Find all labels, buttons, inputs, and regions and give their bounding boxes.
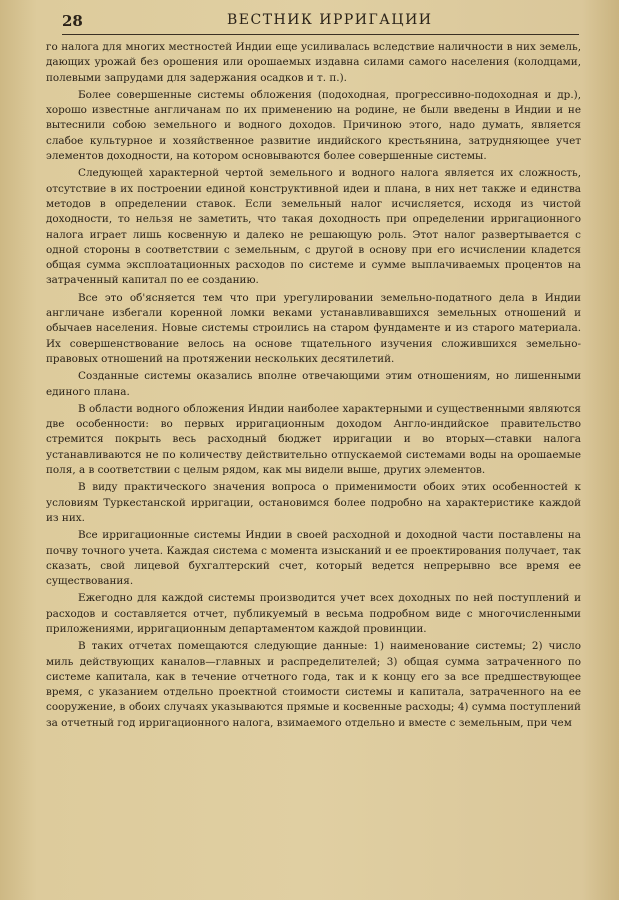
paragraph: Следующей характерной чертой земельного и водного налога является их сложность, отсутствие в их построении единой конструктивной идеи и плана, в них нет также и единства методов в определении ставок. Если земельный налог исчисляется, исходя из чистой доходности, то нельзя не заметить, что такая доходность при определении ирригационного налога играет лишь косвенную и далеко не решающую роль. Этот налог развертывается с одной стороны в соответствии с земельным, с другой в основу при его исчислении кладется общая сумма эксплоатационных расходов по системе и сумме выплачиваемых процентов на затраченный капитал по ее созданию. <box>46 167 581 287</box>
page-header <box>62 6 579 35</box>
journal-title: ВЕСТНИК ИРРИГАЦИИ <box>227 12 433 28</box>
paragraph: Созданные системы оказались вполне отвечающими этим отношениям, но лишенными единого плана. <box>46 370 581 398</box>
paragraph: В виду практического значения вопроса о применимости обоих этих особенностей к условиям Туркестанской ирригации, остановимся более подробно на характеристике каждой из них. <box>46 481 581 524</box>
article-body <box>46 40 581 733</box>
paragraph: Все ирригационные системы Индии в своей расходной и доходной части поставлены на почву точного учета. Каждая система с момента изысканий и ее проектирования получает, так сказать, свой лицевой бухгалтерский счет, который ведется непрерывно все время ее существования. <box>46 529 581 588</box>
paragraph: Ежегодно для каждой системы производится учет всех доходных по ней поступлений и расходов и составляется отчет, публикуемый в весьма подробном виде с многочисленными приложениями, ирригационным департаментом каждой провинции. <box>46 592 581 635</box>
paragraph: В области водного обложения Индии наиболее характерными и существенными являются две особенности: во первых ирригационным доходом Англо-индийское правительство стремится покрыть весь расходный бюджет ирригации и во вторых—ставки налога устанавливаются не по количеству действительно отпускаемой системами воды на орошаемые поля, а в соответствии с целым рядом, как мы видели выше, других элементов. <box>46 402 581 477</box>
paragraph: В таких отчетах помещаются следующие данные: 1) наименование системы; 2) число миль действующих каналов—главных и распределителей; 3) общая сумма затраченного по системе капитала, как в течение отчетного года, так и к концу его за все предшествующее время, с указанием отдельно проектной стоимости системы и капитала, затраченного на ее сооружение, в обоих случаях указываются прямые и косвенные расходы; 4) сумма поступлений за отчетный год ирригационного налога, взимаемого отдельно и вместе с земельным, при чем <box>46 640 581 729</box>
paragraph: Все это об'ясняется тем что при урегулировании земельно-податного дела в Индии англичане избегали коренной ломки веками устанавливавшихся земельных отношений и обычаев населения. Новые системы строились на старом фундаменте и из старого материала. Их совершенствование велось на основе тщательного изучения сложившихся земельно-правовых отношений на протяжении нескольких десятилетий. <box>46 291 581 365</box>
paragraph: го налога для многих местностей Индии еще усиливалась вследствие наличности в них земель, дающих урожай без орошения или орошаемых издавна силами самого населения (колодцами, полевыми запрудами для задержания осадков и т. п.). <box>46 41 581 84</box>
page-number: 28 <box>62 12 83 30</box>
paragraph: Более совершенные системы обложения (подоходная, прогрессивно-подоходная и др.), хорошо известные англичанам по их применению на родине, не были введены в Индии и не вытеснили собою земельного и водного доходов. Причиною этого, надо думать, является слабое культурное и хозяйственное развитие индийского крестьянина, затрудняющее учет элементов доходности, на котором основываются более совершенные системы. <box>46 88 581 163</box>
